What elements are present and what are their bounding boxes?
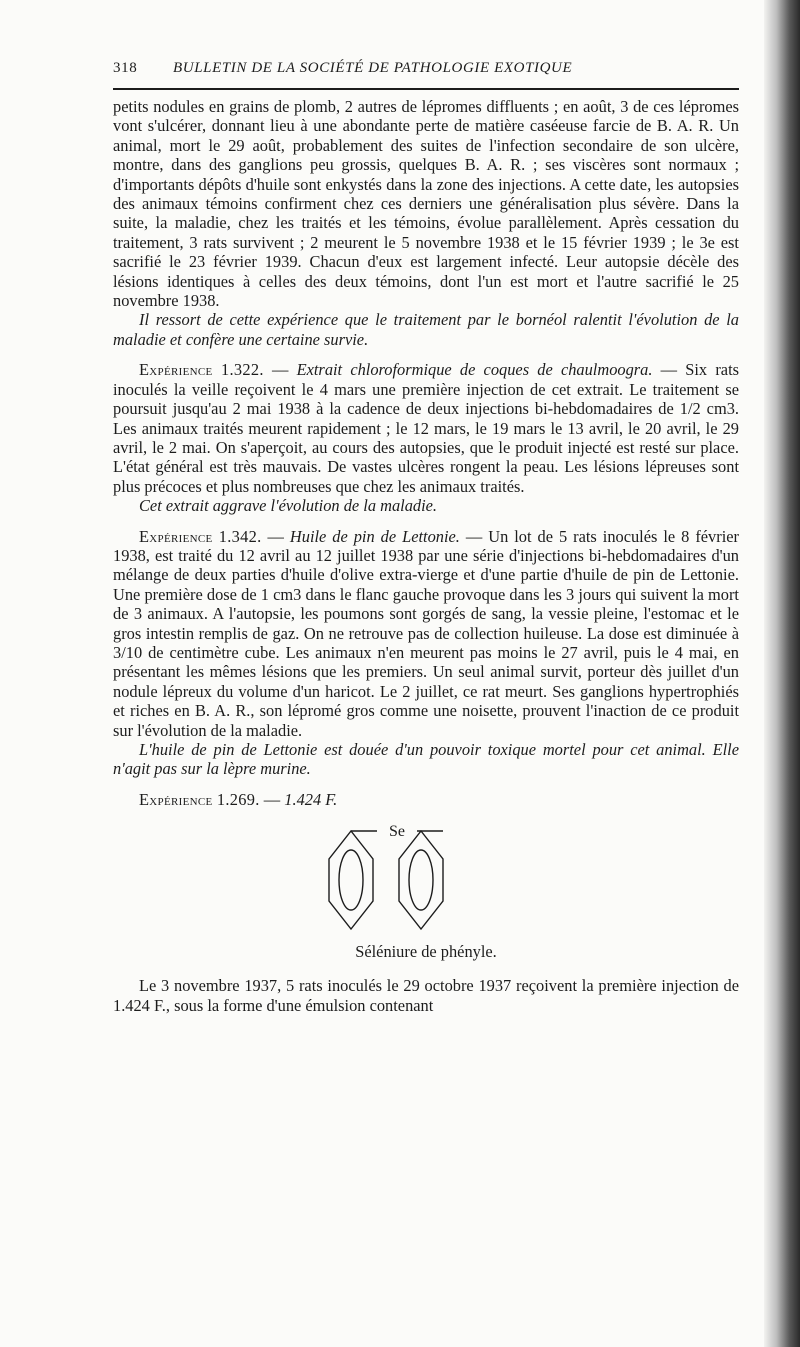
dash: — [261, 526, 290, 546]
experience-title: Extrait chloroformique de coques de chaulmoogra. [296, 360, 653, 380]
conclusion-chaulmoogra: Cet extrait aggrave l'évolution de la maladie. [139, 496, 438, 516]
benzene-ring-left [329, 831, 373, 929]
dash: — [652, 360, 686, 380]
paragraph-borneol: petits nodules en grains de plomb, 2 autres de lépromes diffluents ; en août, 3 de ces lépromes vont s'ulcérer, donnant lieu à une abondante perte de matière caséeuse farcie de B. A. R. Un animal, mort le 29 août, probablement des suites de l'infection secondaire de son ulcère, montre, dans des ganglions peu grossis, quelques B. A. R. ; ses viscères sont normaux ; d'importants dépôts d'huile sont enkystés dans la zone des injections. A cette date, les autopsies des animaux témoins confirment chez ces derniers une généralisation plus sévère. Dans la suite, la maladie, chez les traités et les témoins, évolue parallèlement. Après cessation du traitement, 3 rats survivent ; 2 meurent le 5 novembre 1938 et le 15 février 1939 ; le 3e est sacrifié le 23 février 1939. Chacun d'eux est largement infecté. Leur autopsie décèle des lésions identiques à celles des deux témoins, dont l'un est mort et l'autre sacrifié le 25 novembre 1938. [113, 97, 739, 311]
conclusion-lettonie: L'huile de pin de Lettonie est douée d'un pouvoir toxique mortel pour cet animal. Elle n'agit pas sur la lèpre murine. [113, 740, 739, 779]
experience-body: Six rats inoculés la veille reçoivent le 4 mars une première injection de cet extrait. Le traitement se poursuit jusqu'au 2 mai 1938 à la cadence de deux injections bi-hebdomadaires de 1/2 cm3. Les animaux traités meurent rapidement ; le 12 mars, le 19 mars le 13 avril, le 20 avril, le 29 avril, le 2 mai. On s'aperçoit, au cours des autopsies, que le produit injecté est resté sur place. L'état général est très mauvais. De vastes ulcères rongent la peau. Les lésions lépreuses sont plus précoces et plus nombreuses que chez les animaux traités. [113, 360, 739, 496]
paragraph-experience-1342 [113, 527, 739, 740]
experience-label: Expérience 1.269. [139, 789, 260, 809]
dash: — [459, 526, 489, 546]
conclusion-borneol: Il ressort de cette expérience que le traitement par le bornéol ralentit l'évolution de la maladie et confère une certaine survie. [113, 310, 739, 349]
selenium-atom: Se [389, 823, 405, 841]
header-rule [113, 88, 739, 90]
journal-page [113, 60, 739, 1015]
diphenyl-selenide-structure [293, 817, 463, 939]
page-edge-shadow [764, 0, 800, 1347]
dash: — [259, 789, 285, 809]
experience-body: Un lot de 5 rats inoculés le 8 février 1938, est traité du 12 avril au 12 juillet 1938 par une série d'injections bi-hebdomadaires d'un mélange de deux parties d'huile d'olive extra-vierge et d'une partie d'huile de pin de Lettonie. Une première dose de 1 cm3 dans le flanc gauche provoque dans les 3 jours qui suivent la mort de 3 animaux. A l'autopsie, les poumons sont gorgés de sang, la vessie pleine, l'estomac et le gros intestin remplis de gaz. On ne retrouve pas de collection huileuse. La dose est diminuée à 3/10 de centimètre cube. Les animaux n'en meurent pas moins le 27 avril, puis le 4 mai, en présentant les mêmes lésions que les premiers. Un seul animal survit, porteur dès juillet d'un nodule lépreux du volume d'un haricot. Le 2 juillet, ce rat meurt. Ses ganglions hypertrophiés et riches en B. A. R., son lépromé gros comme une noisette, prouvent l'inaction de ce produit sur l'évolution de la maladie. [113, 526, 739, 740]
experience-title: 1.424 F. [284, 789, 338, 809]
page-number: 318 [113, 60, 138, 76]
formula-caption: Séléniure de phényle. [355, 942, 497, 962]
dash: — [263, 360, 297, 380]
chemical-formula [113, 817, 739, 939]
experience-label: Expérience 1.342. [139, 526, 262, 546]
paragraph-last: Le 3 novembre 1937, 5 rats inoculés le 29 octobre 1937 reçoivent la première injection de 1.424 F., sous la forme d'une émulsion contenant [113, 976, 739, 1015]
paragraph-experience-1322 [113, 360, 739, 496]
paragraph-experience-1269 [113, 790, 739, 809]
benzene-ring-right [399, 831, 443, 929]
ring-right-inner [409, 850, 433, 910]
running-header [113, 60, 739, 82]
experience-label: Expérience 1.322. [139, 360, 264, 380]
running-title: BULLETIN DE LA SOCIÉTÉ DE PATHOLOGIE EXOTIQUE [173, 60, 573, 76]
experience-title: Huile de pin de Lettonie. [289, 526, 460, 546]
ring-left-inner [339, 850, 363, 910]
